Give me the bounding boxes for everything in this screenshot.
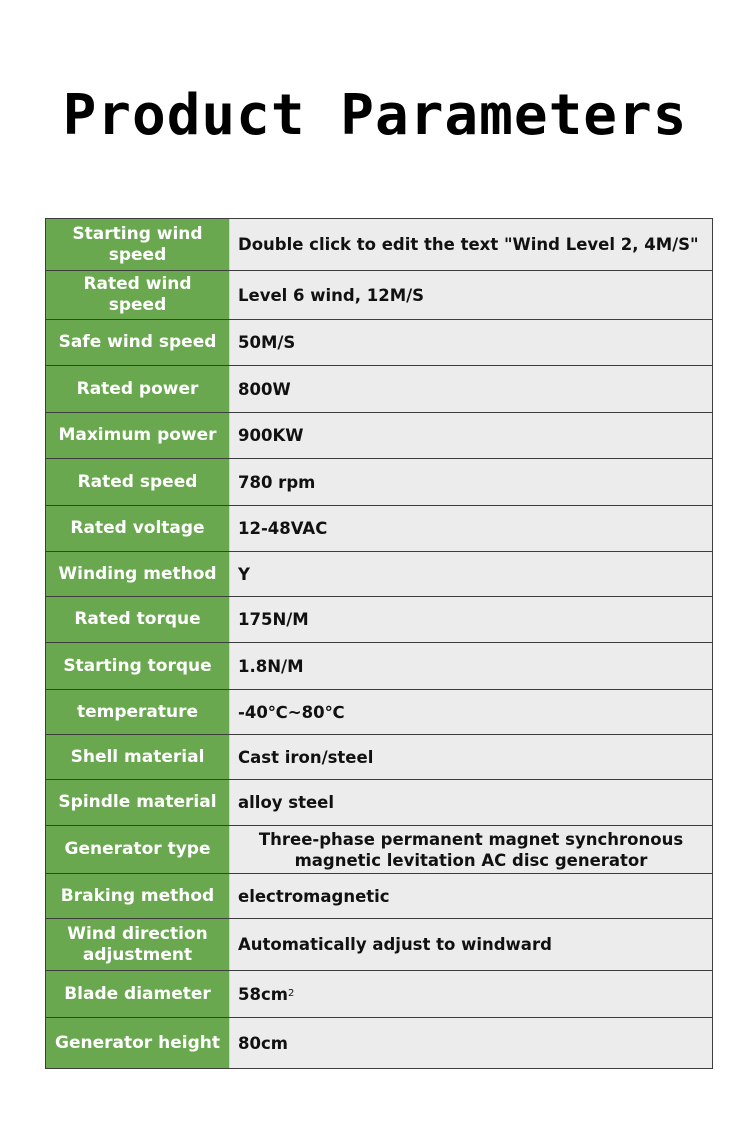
row-value: Cast iron/steel [230, 735, 712, 779]
table-row [46, 271, 712, 320]
table-row [46, 874, 712, 919]
table-row [46, 780, 712, 826]
row-value: Level 6 wind, 12M/S [230, 271, 712, 319]
row-label: Rated voltage [46, 506, 230, 551]
row-label: Shell material [46, 735, 230, 779]
table-row [46, 413, 712, 459]
table-row [46, 506, 712, 552]
table-row [46, 320, 712, 366]
table-row [46, 366, 712, 413]
row-label: Safe wind speed [46, 320, 230, 365]
row-value: -40℃~80℃ [230, 690, 712, 734]
row-label: Generator height [46, 1018, 230, 1068]
row-label: Spindle material [46, 780, 230, 825]
row-value: Three-phase permanent magnet synchronous magnetic levitation AC disc generator [230, 826, 712, 873]
row-label: temperature [46, 690, 230, 734]
row-label: Wind direction adjustment [46, 919, 230, 970]
table-row [46, 971, 712, 1018]
table-row [46, 552, 712, 597]
row-label: Starting wind speed [46, 219, 230, 270]
table-row [46, 219, 712, 271]
row-label: Rated power [46, 366, 230, 412]
row-value: 800W [230, 366, 712, 412]
row-value: 1.8N/M [230, 643, 712, 689]
row-value: electromagnetic [230, 874, 712, 918]
row-label: Maximum power [46, 413, 230, 458]
table-row [46, 919, 712, 971]
table-row [46, 826, 712, 874]
parameters-table [45, 218, 713, 1069]
row-value: 12-48VAC [230, 506, 712, 551]
table-row [46, 643, 712, 690]
table-row [46, 459, 712, 506]
page-title: Product Parameters [62, 83, 688, 148]
row-label: Starting torque [46, 643, 230, 689]
row-value: alloy steel [230, 780, 712, 825]
table-row [46, 690, 712, 735]
row-label: Braking method [46, 874, 230, 918]
row-value-text: 58cm [238, 984, 288, 1004]
row-value: 58cm 2 [230, 971, 712, 1017]
row-value: 175N/M [230, 597, 712, 642]
row-value: 780 rpm [230, 459, 712, 505]
row-label: Rated torque [46, 597, 230, 642]
row-label: Rated speed [46, 459, 230, 505]
row-value: Double click to edit the text "Wind Level 2, 4M/S" [230, 219, 712, 270]
row-label: Generator type [46, 826, 230, 873]
row-label: Blade diameter [46, 971, 230, 1017]
row-value: 900KW [230, 413, 712, 458]
row-label: Winding method [46, 552, 230, 596]
row-value: 50M/S [230, 320, 712, 365]
row-value: Y [230, 552, 712, 596]
table-row [46, 597, 712, 643]
table-row [46, 1018, 712, 1068]
row-label: Rated wind speed [46, 271, 230, 319]
row-value: 80cm [230, 1018, 712, 1068]
row-value: Automatically adjust to windward [230, 919, 712, 970]
table-row [46, 735, 712, 780]
